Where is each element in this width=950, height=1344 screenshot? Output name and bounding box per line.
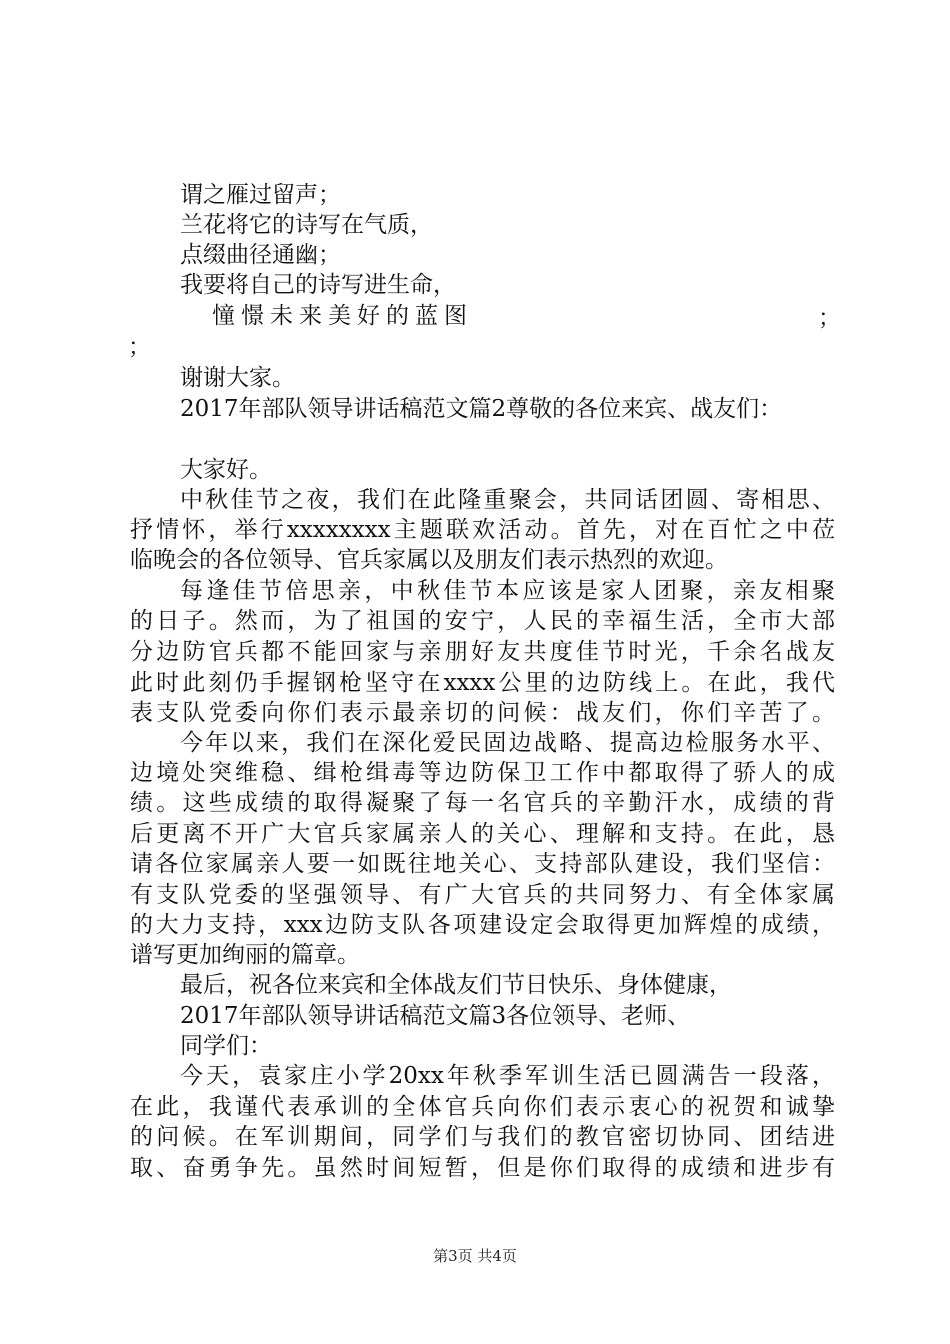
text-line-5: 憧憬未来美好的蓝图 bbox=[212, 303, 473, 329]
text-line-27: 最后，祝各位来宾和全体战友们节日快乐、身体健康， bbox=[180, 972, 732, 998]
text-line-1: 谓之雁过留声； bbox=[180, 182, 341, 208]
text-line-25: 的大力支持，xxx边防支队各项建设定会取得更加辉煌的成绩， bbox=[130, 912, 835, 938]
text-line-3: 点缀曲径通幽； bbox=[180, 242, 341, 268]
text-line-14: 每逢佳节倍思亲，中秋佳节本应该是家人团聚，亲友相聚 bbox=[180, 578, 835, 604]
text-line-18: 表支队党委向你们表示最亲切的问候：战友们，你们辛苦了。 bbox=[130, 700, 835, 726]
text-line-4: 我要将自己的诗写进生命， bbox=[180, 272, 456, 298]
text-line-8: 谢谢大家。 bbox=[180, 365, 295, 391]
text-line-33: 取、奋勇争先。虽然时间短暂，但是你们取得的成绩和进步有 bbox=[130, 1155, 835, 1181]
text-line-16: 分边防官兵都不能回家与亲朋好友共度佳节时光，千余名战友 bbox=[130, 639, 835, 665]
text-line-2: 兰花将它的诗写在气质， bbox=[180, 212, 433, 238]
text-line-26: 谱写更加绚丽的篇章。 bbox=[130, 942, 360, 968]
text-line-13: 临晚会的各位领导、官兵家属以及朋友们表示热烈的欢迎。 bbox=[130, 547, 728, 573]
text-line-30: 今天，袁家庄小学20xx年秋季军训生活已圆满告一段落， bbox=[180, 1063, 835, 1089]
page-footer: 第3页 共4页 bbox=[433, 1247, 517, 1265]
text-line-7: ； bbox=[128, 334, 151, 360]
text-line-17: 此时此刻仍手握钢枪坚守在xxxx公里的边防线上。在此，我代 bbox=[130, 670, 835, 696]
text-line-15: 的日子。然而，为了祖国的安宁，人民的幸福生活，全市大部 bbox=[130, 608, 835, 634]
text-line-31: 在此，我谨代表承训的全体官兵向你们表示衷心的祝贺和诚挚 bbox=[130, 1094, 835, 1120]
text-line-24: 有支队党委的坚强领导、有广大官兵的共同努力、有全体家属 bbox=[130, 882, 835, 908]
text-line-10: 大家好。 bbox=[180, 457, 272, 483]
text-line-21: 绩。这些成绩的取得凝聚了每一名官兵的辛勤汗水，成绩的背 bbox=[130, 790, 835, 816]
text-line-6: ； bbox=[818, 305, 841, 331]
text-line-11: 中秋佳节之夜，我们在此隆重聚会，共同话团圆、寄相思、 bbox=[180, 487, 835, 513]
text-line-9: 2017年部队领导讲话稿范文篇2尊敬的各位来宾、战友们： bbox=[180, 396, 783, 422]
text-line-19: 今年以来，我们在深化爱民固边战略、提高边检服务水平、 bbox=[180, 730, 835, 756]
text-line-22: 后更离不开广大官兵家属亲人的关心、理解和支持。在此，恳 bbox=[130, 821, 835, 847]
text-line-20: 边境处突维稳、缉枪缉毒等边防保卫工作中都取得了骄人的成 bbox=[130, 760, 835, 786]
text-line-12: 抒情怀，举行xxxxxxxx主题联欢活动。首先，对在百忙之中莅 bbox=[130, 517, 835, 543]
text-line-32: 的问候。在军训期间，同学们与我们的教官密切协同、团结进 bbox=[130, 1124, 835, 1150]
text-line-23: 请各位家属亲人要一如既往地关心、支持部队建设，我们坚信： bbox=[130, 851, 835, 877]
text-line-28: 2017年部队领导讲话稿范文篇3各位领导、老师、 bbox=[180, 1003, 691, 1029]
text-line-29: 同学们： bbox=[180, 1033, 272, 1059]
